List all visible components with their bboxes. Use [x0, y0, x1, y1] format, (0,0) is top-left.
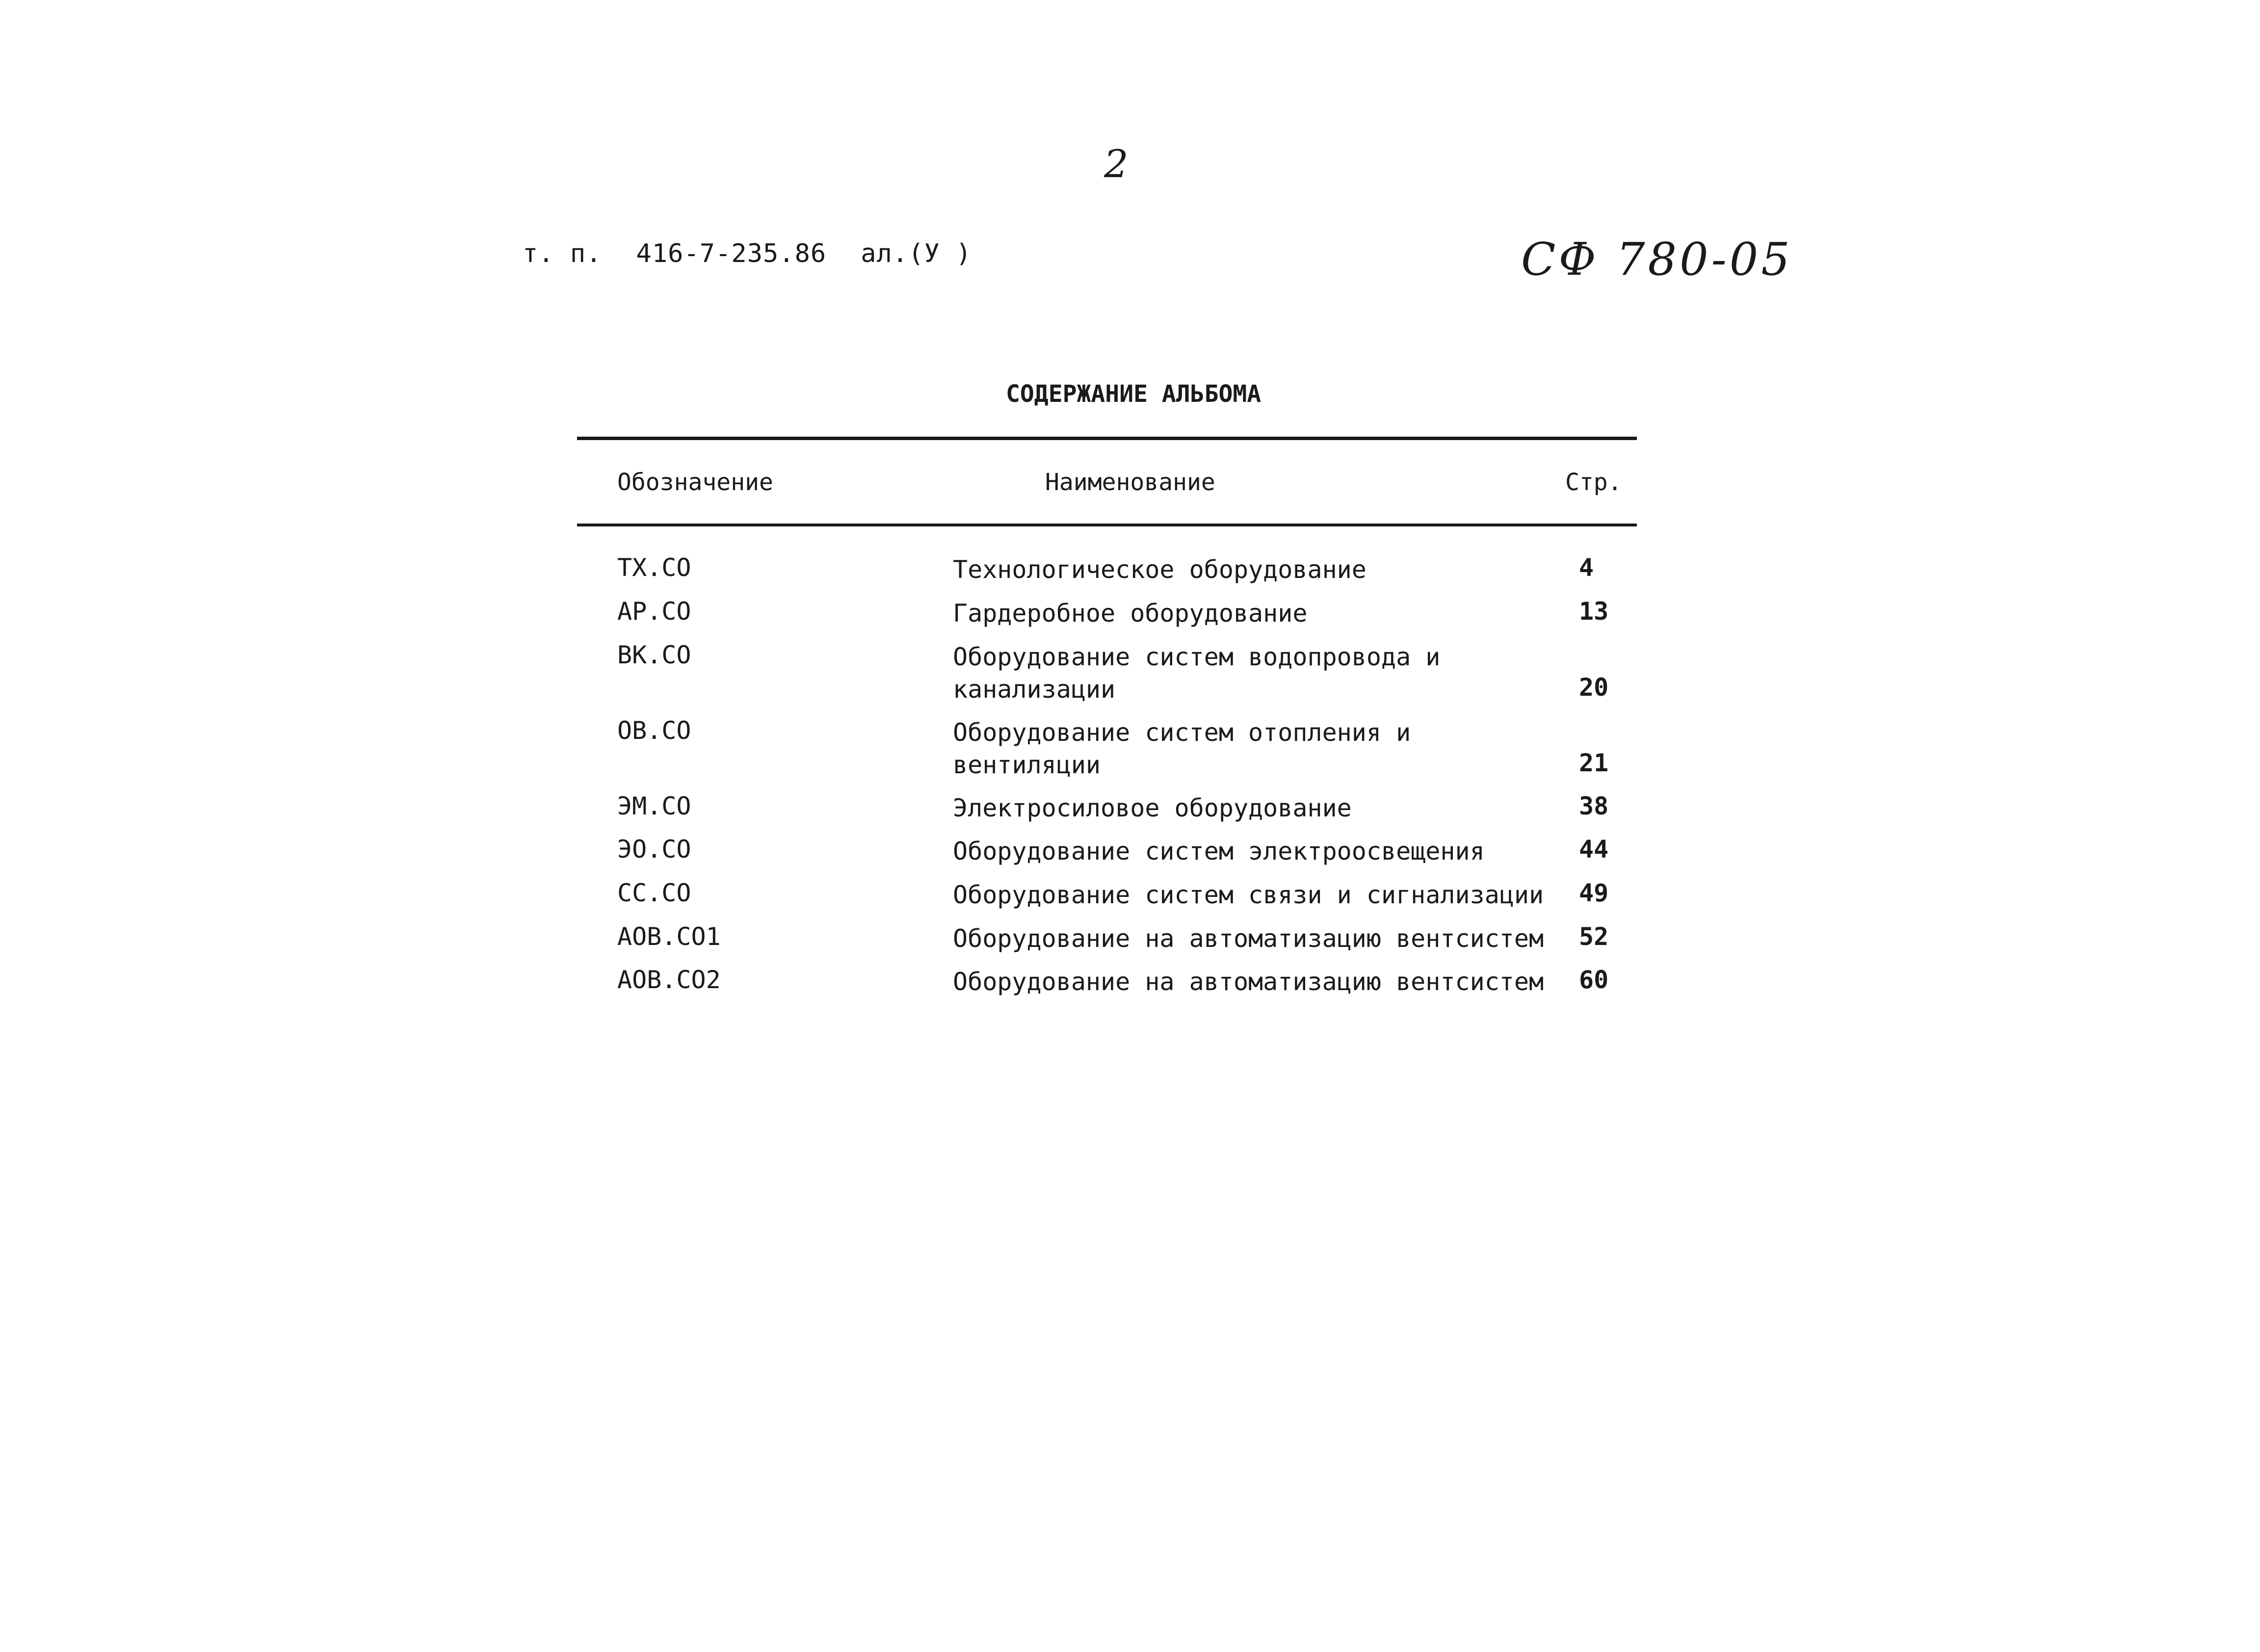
project-code: 416-7-235.86 — [636, 239, 827, 268]
column-header-page: Стр. — [1565, 469, 1622, 496]
row-code: СС.СО — [617, 879, 691, 907]
album-title: СОДЕРЖАНИЕ АЛЬБОМА — [1006, 380, 1261, 408]
row-name: Оборудование на автоматизацию вентсистем — [953, 968, 1544, 996]
row-code: АР.СО — [617, 597, 691, 626]
row-name: Оборудование на автоматизацию вентсистем — [953, 924, 1544, 953]
column-header-name: Наименование — [1045, 469, 1215, 496]
row-page: 20 — [1579, 673, 1609, 702]
row-code: ТХ.СО — [617, 553, 691, 582]
row-page: 49 — [1579, 879, 1609, 907]
row-code: ВК.СО — [617, 641, 691, 669]
row-name: Оборудование систем связи и сигнализации — [953, 881, 1544, 909]
row-page: 44 — [1579, 835, 1609, 864]
row-code: ЭМ.СО — [617, 792, 691, 820]
table-top-rule — [577, 437, 1637, 440]
row-page: 13 — [1579, 597, 1609, 626]
row-code: ЭО.СО — [617, 835, 691, 864]
row-page: 21 — [1579, 749, 1609, 777]
row-name: Технологическое оборудование — [953, 555, 1367, 584]
album-code: ал.(У ) — [861, 239, 972, 268]
document-code — [523, 239, 972, 268]
column-header-code: Обозначение — [617, 469, 773, 496]
row-name: Оборудование систем отопления и вентиляции — [953, 718, 1411, 779]
row-code: АОВ.СО1 — [617, 922, 721, 951]
row-page: 52 — [1579, 922, 1609, 951]
table-header-rule — [577, 524, 1637, 526]
row-name: Оборудование систем водопровода и канализации — [953, 643, 1441, 704]
row-name: Гардеробное оборудование — [953, 599, 1308, 628]
row-name: Оборудование систем электроосвещения — [953, 837, 1485, 865]
row-code: ОВ.СО — [617, 716, 691, 745]
doc-prefix: т. п. — [523, 239, 602, 268]
page-number: 2 — [1104, 142, 1129, 186]
row-code: АОВ.СО2 — [617, 966, 721, 994]
row-page: 4 — [1579, 553, 1594, 582]
row-name: Электросиловое оборудование — [953, 794, 1352, 822]
row-page: 60 — [1579, 966, 1609, 994]
handwritten-code: СФ 780-05 — [1521, 233, 1793, 286]
row-page: 38 — [1579, 792, 1609, 820]
